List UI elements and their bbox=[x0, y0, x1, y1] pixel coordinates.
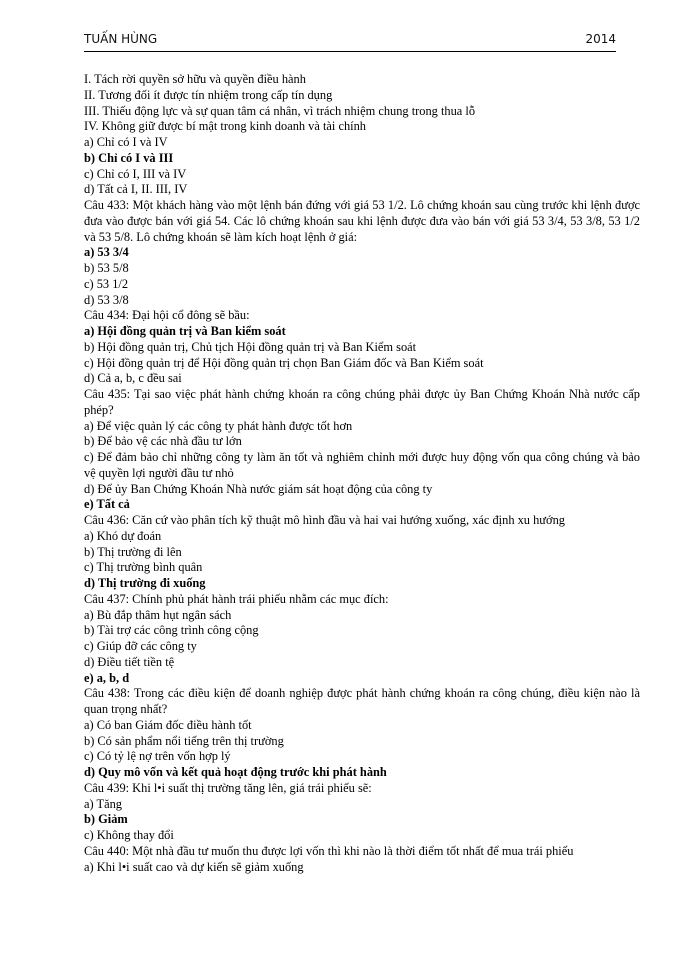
text-line: a) Khó dự đoán bbox=[84, 528, 162, 543]
text-line: b) Tài trợ các công trình công cộng bbox=[84, 623, 259, 638]
text-line: IV. Không giữ được bí mật trong kinh doanh và tài chính bbox=[84, 119, 366, 134]
text-line: II. Tương đối ít được tín nhiệm trong cấp tín dụng bbox=[84, 87, 333, 102]
text-line: d) Điều tiết tiền tệ bbox=[84, 654, 175, 669]
text-line: d) Để ủy Ban Chứng Khoán Nhà nước giám sát hoạt động của công ty bbox=[84, 481, 433, 496]
text-line: c) Không thay đổi bbox=[84, 828, 174, 842]
text-line: c) Có tỷ lệ nợ trên vốn hợp lý bbox=[84, 749, 231, 764]
text-line: d) Tất cả I, II. III, IV bbox=[84, 182, 188, 197]
text-line: c) Hội đồng quản trị để Hội đồng quản trị chọn Ban Giám đốc và Ban Kiểm soát bbox=[84, 355, 484, 370]
answer-line: b) Giảm bbox=[84, 812, 128, 827]
header-year: 2014 bbox=[585, 32, 616, 46]
text-line: d) 53 3/8 bbox=[84, 292, 129, 307]
text-line: a) Tăng bbox=[84, 796, 122, 811]
text-line: b) Để bảo vệ các nhà đầu tư lớn bbox=[84, 434, 242, 449]
text-line: III. Thiếu động lực và sự quan tâm cá nhân, vì trách nhiệm chung trong thua lỗ bbox=[84, 103, 476, 118]
answer-line: d) Thị trường đi xuống bbox=[84, 576, 206, 590]
question-line: Câu 438: Trong các điều kiện để doanh nghiệp được phát hành chứng khoán ra công chúng, điều kiện nào là quan trọng nhất? bbox=[84, 686, 640, 716]
question-line: Câu 440: Một nhà đầu tư muốn thu được lợi vốn thì khi nào là thời điểm tốt nhất để mua trái phiếu bbox=[84, 843, 574, 858]
text-line: c) 53 1/2 bbox=[84, 276, 129, 291]
answer-line: b) Chỉ có I và III bbox=[84, 150, 174, 165]
question-line: Câu 439: Khi l•i suất thị trường tăng lên, giá trái phiếu sẽ: bbox=[84, 780, 372, 795]
page-header bbox=[84, 32, 616, 52]
text-line: a) Để việc quản lý các công ty phát hành được tốt hơn bbox=[84, 418, 353, 433]
answer-line: d) Quy mô vốn và kết quả hoạt động trước khi phát hành bbox=[84, 765, 387, 779]
question-line: Câu 437: Chính phủ phát hành trái phiếu nhằm các mục đích: bbox=[84, 591, 389, 606]
answer-line: e) Tất cả bbox=[84, 497, 130, 512]
question-line: Câu 433: Một khách hàng vào một lệnh bán đứng với giá 53 1/2. Lô chứng khoán sau cùng trước khi lệnh được đưa vào được bán với giá 54. Các lô chứng khoán sau khi lệnh được đưa vào bán với giá 53 3/4, 53 3/8, 53 1/2 và 53 5/8. Lô chứng khoán sẽ làm kích hoạt lệnh ở giá: bbox=[84, 198, 640, 244]
text-line: I. Tách rời quyền sở hữu và quyền điều hành bbox=[84, 72, 306, 86]
text-line: a) Chỉ có I và IV bbox=[84, 135, 168, 149]
text-line: b) Hội đồng quản trị, Chủ tịch Hội đồng quản trị và Ban Kiểm soát bbox=[84, 339, 417, 354]
answer-line: a) 53 3/4 bbox=[84, 245, 129, 260]
question-line: Câu 436: Căn cứ vào phân tích kỹ thuật mô hình đầu và hai vai hướng xuống, xác định xu hướng bbox=[84, 513, 565, 527]
text-line: a) Có ban Giám đốc điều hành tốt bbox=[84, 717, 252, 732]
document-body bbox=[84, 72, 640, 875]
header-author: TUẤN HÙNG bbox=[84, 32, 158, 46]
question-line: Câu 434: Đại hội cổ đông sẽ bầu: bbox=[84, 308, 250, 323]
text-line: b) Thị trường đi lên bbox=[84, 544, 182, 559]
text-line: b) 53 5/8 bbox=[84, 261, 129, 275]
text-line: a) Khi l•i suất cao và dự kiến sẽ giảm xuống bbox=[84, 859, 304, 874]
text-line: c) Giúp đỡ các công ty bbox=[84, 639, 197, 653]
text-line: c) Thị trường bình quân bbox=[84, 560, 203, 575]
text-line: a) Bù đắp thâm hụt ngân sách bbox=[84, 607, 232, 622]
text-line: c) Chỉ có I, III và IV bbox=[84, 166, 187, 181]
text-line: c) Để đảm bảo chỉ những công ty làm ăn tốt và nghiêm chỉnh mới được huy động vốn qua công chúng và bảo vệ quyền lợi người đầu tư nhỏ bbox=[84, 450, 640, 480]
answer-line: a) Hội đồng quản trị và Ban kiểm soát bbox=[84, 324, 286, 338]
text-line: d) Cả a, b, c đều sai bbox=[84, 371, 182, 386]
answer-line: e) a, b, d bbox=[84, 670, 130, 685]
text-line: b) Có sản phẩm nổi tiếng trên thị trường bbox=[84, 733, 284, 748]
question-line: Câu 435: Tại sao việc phát hành chứng khoán ra công chúng phải được ủy Ban Chứng Khoán Nhà nước cấp phép? bbox=[84, 387, 640, 417]
